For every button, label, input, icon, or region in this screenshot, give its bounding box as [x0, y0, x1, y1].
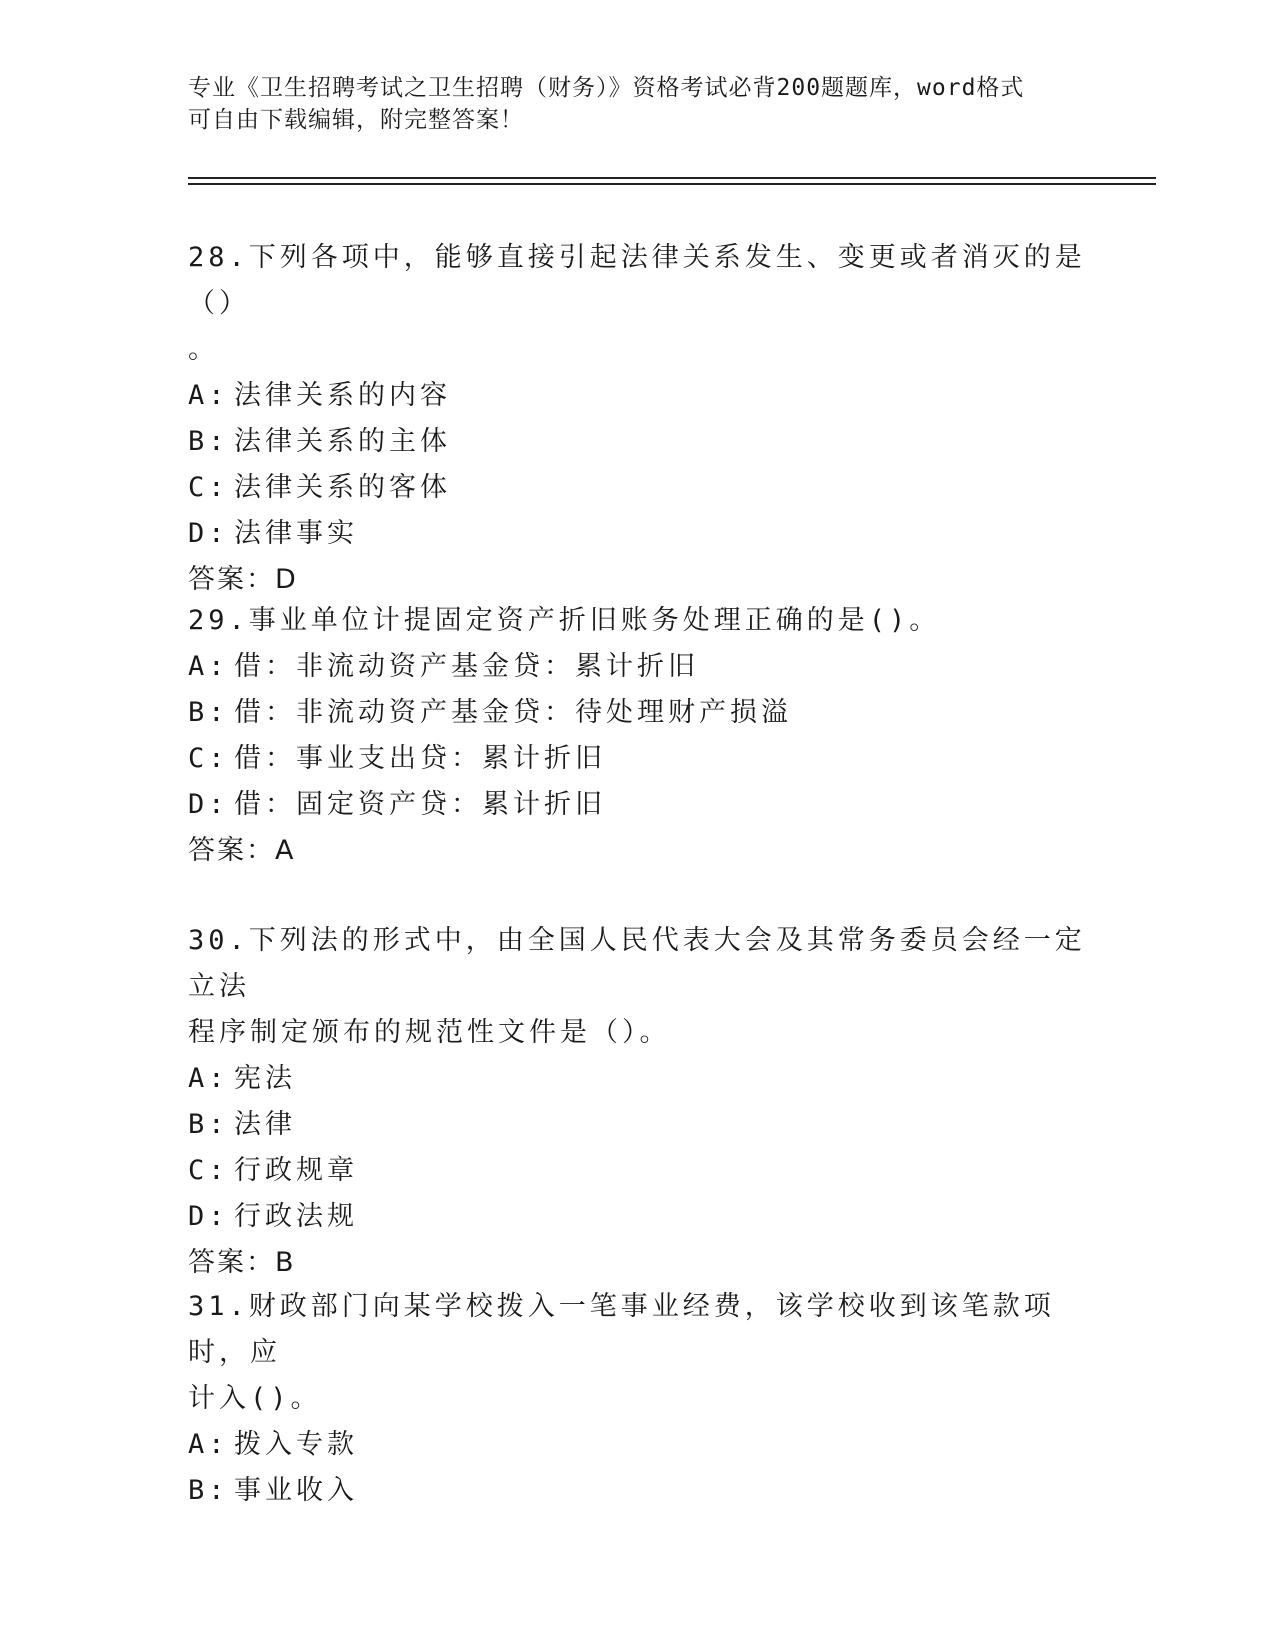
option-letter: B:	[188, 697, 229, 728]
option-d	[188, 782, 1088, 828]
question-text-line: 31.财政部门向某学校拨入一笔事业经费，该学校收到该笔款项时，应	[188, 1291, 1055, 1368]
option-a	[188, 644, 1088, 690]
option-text: 法律	[234, 1109, 296, 1140]
option-letter: A:	[188, 380, 229, 411]
answer-line	[188, 1240, 1088, 1286]
answer-label: 答案：	[188, 564, 275, 595]
question-text-line: 。	[188, 334, 219, 365]
option-letter: A:	[188, 651, 229, 682]
question-30	[188, 918, 1088, 1286]
option-text: 行政法规	[234, 1201, 358, 1232]
option-text: 拨入专款	[234, 1429, 358, 1460]
option-letter: D:	[188, 1201, 229, 1232]
answer-line	[188, 557, 1088, 603]
option-letter: C:	[188, 1155, 229, 1186]
option-text: 行政规章	[234, 1155, 358, 1186]
option-a	[188, 1056, 1088, 1102]
option-letter: A:	[188, 1063, 229, 1094]
option-text: 借：非流动资产基金贷：累计折旧	[234, 651, 699, 682]
answer-label: 答案：	[188, 835, 275, 866]
option-letter: C:	[188, 743, 229, 774]
option-c	[188, 736, 1088, 782]
option-text: 借：固定资产贷：累计折旧	[234, 789, 606, 820]
answer-label: 答案：	[188, 1247, 275, 1278]
question-text-line: 28.下列各项中，能够直接引起法律关系发生、变更或者消灭的是（）	[188, 242, 1086, 319]
question-text-line: 30.下列法的形式中，由全国人民代表大会及其常务委员会经一定立法	[188, 925, 1086, 1002]
header-divider-bottom	[188, 183, 1156, 185]
option-a	[188, 1422, 1088, 1468]
answer-value: B	[275, 1247, 296, 1278]
option-letter: A:	[188, 1429, 229, 1460]
option-letter: B:	[188, 1475, 229, 1506]
option-c	[188, 1148, 1088, 1194]
option-text: 借：非流动资产基金贷：待处理财产损溢	[234, 697, 792, 728]
document-header	[188, 72, 1088, 136]
option-text: 法律事实	[234, 518, 358, 549]
header-line-2: 可自由下载编辑，附完整答案！	[188, 107, 524, 133]
option-b	[188, 419, 1088, 465]
option-b	[188, 1102, 1088, 1148]
option-d	[188, 511, 1088, 557]
option-a	[188, 373, 1088, 419]
option-d	[188, 1194, 1088, 1240]
question-29	[188, 598, 1088, 874]
option-b	[188, 690, 1088, 736]
answer-value: D	[275, 564, 298, 595]
option-letter: B:	[188, 1109, 229, 1140]
option-text: 法律关系的内容	[234, 380, 451, 411]
answer-value: A	[275, 835, 296, 866]
header-line-1: 专业《卫生招聘考试之卫生招聘（财务）》资格考试必背200题题库，word格式	[188, 75, 1025, 101]
option-letter: D:	[188, 789, 229, 820]
option-text: 借：事业支出贷：累计折旧	[234, 743, 606, 774]
option-c	[188, 465, 1088, 511]
question-text-line: 计入()。	[188, 1383, 322, 1414]
option-text: 法律关系的客体	[234, 472, 451, 503]
option-letter: D:	[188, 518, 229, 549]
option-text: 事业收入	[234, 1475, 358, 1506]
option-text: 宪法	[234, 1063, 296, 1094]
question-28	[188, 235, 1088, 603]
option-letter: C:	[188, 472, 229, 503]
question-31	[188, 1284, 1088, 1514]
question-text-line: 29.事业单位计提固定资产折旧账务处理正确的是()。	[188, 605, 941, 636]
option-b	[188, 1468, 1088, 1514]
answer-line	[188, 828, 1088, 874]
option-letter: B:	[188, 426, 229, 457]
question-text-line: 程序制定颁布的规范性文件是（）。	[188, 1017, 671, 1048]
option-text: 法律关系的主体	[234, 426, 451, 457]
header-divider-top	[188, 177, 1156, 179]
